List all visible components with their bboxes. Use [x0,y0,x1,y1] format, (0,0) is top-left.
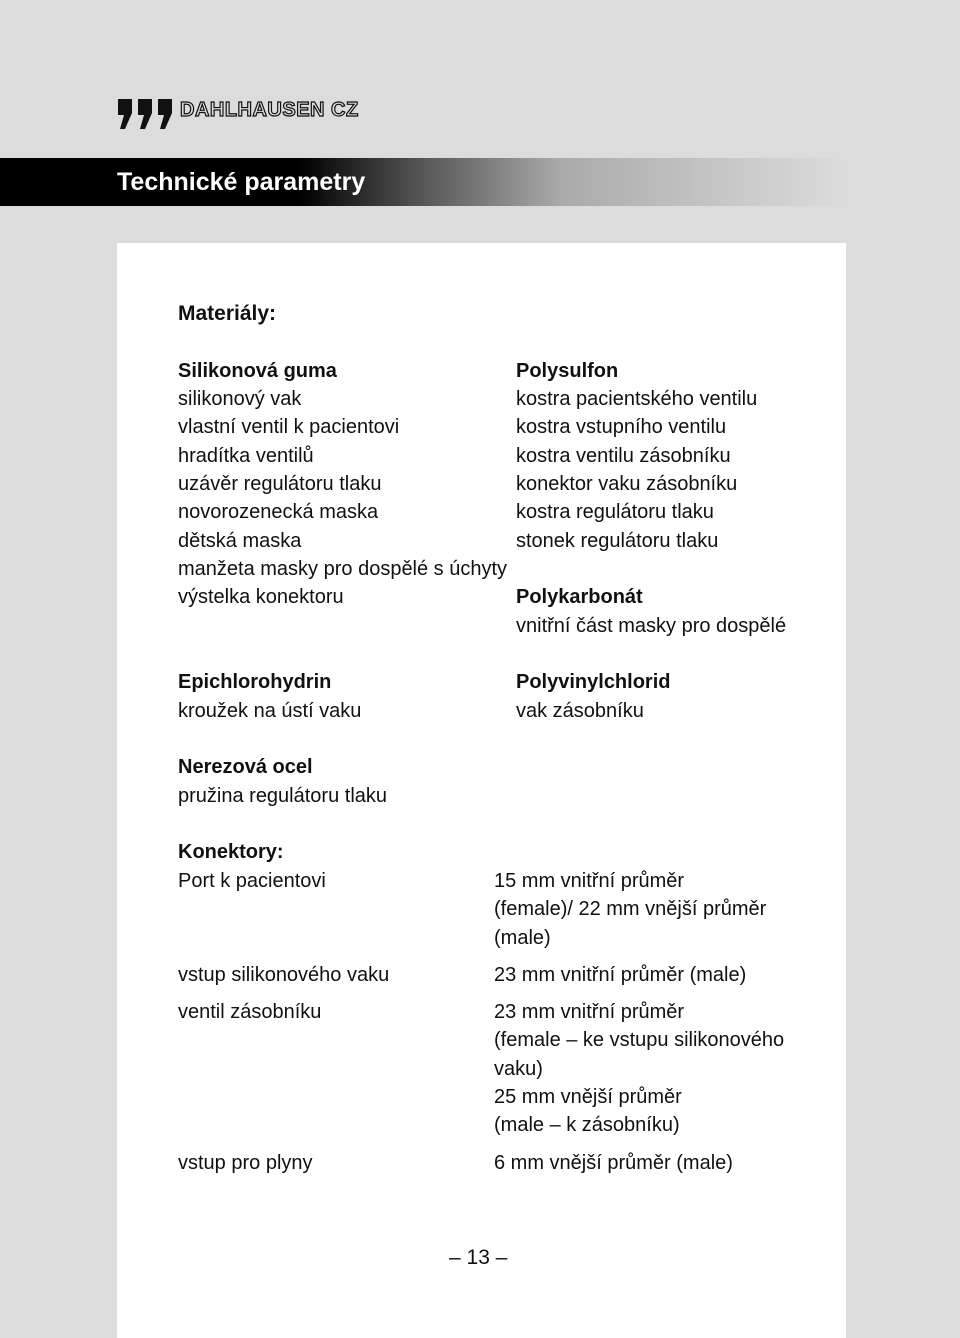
list-item: vnitřní část masky pro dospělé [516,615,787,637]
steel-title: Nerezová ocel [178,756,313,778]
list-item: výstelka konektoru [178,586,344,608]
polycarbonate-title: Polykarbonát [516,586,643,608]
list-item: kostra vstupního ventilu [516,416,727,438]
connector-spec-line: (female)/ 22 mm vnější průměr [494,898,767,920]
list-item: konektor vaku zásobníku [516,473,738,495]
list-item: kostra regulátoru tlaku [516,501,714,523]
pvc-title: Polyvinylchlorid [516,671,671,693]
list-item: dětská maska [178,530,302,552]
page-number: – 13 – [449,1246,508,1269]
connector-spec-line: 6 mm vnější průměr (male) [494,1152,733,1174]
connector-spec-line: 23 mm vnitřní průměr [494,1001,685,1023]
connector-spec-line: 25 mm vnější průměr [494,1086,682,1108]
list-item: vak zásobníku [516,700,644,722]
list-item: hradítka ventilů [178,445,314,467]
connector-spec-line: 23 mm vnitřní průměr (male) [494,964,747,986]
list-item: manžeta masky pro dospělé s úchyty [178,558,508,580]
brand-logo [116,97,359,137]
connector-spec-line: (male) [494,927,551,949]
list-item: kostra pacientského ventilu [516,388,758,410]
connector-spec-line: 15 mm vnitřní průměr [494,870,685,892]
triple-quote-logo-icon [116,99,174,129]
list-item: kroužek na ústí vaku [178,700,362,722]
page-title: Technické parametry [117,168,366,196]
materials-heading: Materiály: [178,302,277,325]
connector-label: ventil zásobníku [178,1001,322,1023]
brand-name: DAHLHAUSEN CZ [180,99,359,121]
connector-spec-line: (male – k zásobníku) [494,1114,680,1136]
connector-label: vstup silikonového vaku [178,964,390,986]
list-item: kostra ventilu zásobníku [516,445,731,467]
connector-label: Port k pacientovi [178,870,326,892]
list-item: pružina regulátoru tlaku [178,785,388,807]
list-item: vlastní ventil k pacientovi [178,416,400,438]
title-banner [0,158,846,206]
list-item: stonek regulátoru tlaku [516,530,719,552]
connectors-heading: Konektory: [178,841,284,863]
content-card [117,243,846,1338]
silicone-title: Silikonová guma [178,360,337,382]
epichlorohydrin-title: Epichlorohydrin [178,671,332,693]
list-item: uzávěr regulátoru tlaku [178,473,382,495]
polysulfon-title: Polysulfon [516,360,619,382]
list-item: novorozenecká maska [178,501,379,523]
list-item: silikonový vak [178,388,302,410]
connector-spec-line: vaku) [494,1058,543,1080]
connector-spec-line: (female – ke vstupu silikonového [494,1029,785,1051]
connector-label: vstup pro plyny [178,1152,313,1174]
